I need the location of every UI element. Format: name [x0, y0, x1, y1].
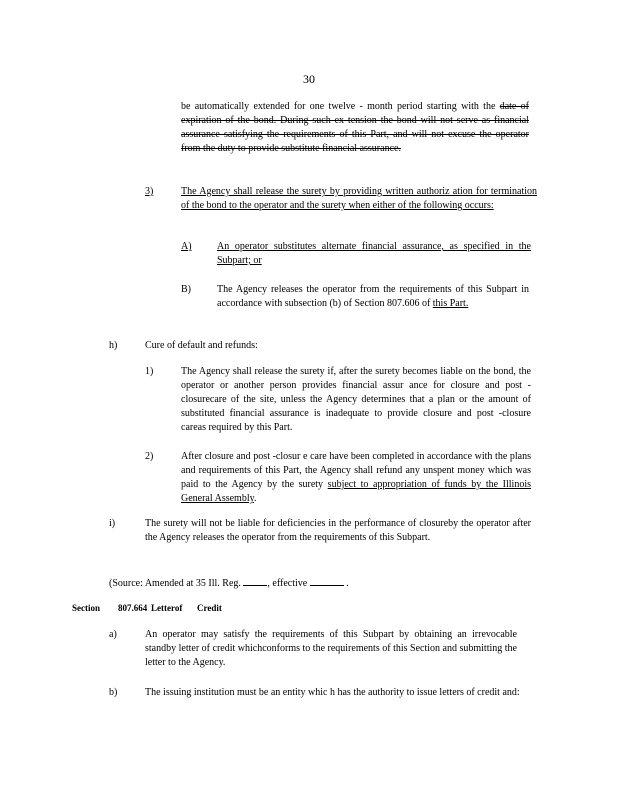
item-h2-paragraph: [181, 450, 531, 506]
struck-text: date of expiration of the bond. During such ex tension the bond will not serve as financial assurance satisfying the requirements of this Part, and will not excuse the operator from the duty to provide substitute financial assurance.: [181, 101, 529, 154]
continued-text: be automatically extended for one twelve - month period starting with the: [181, 101, 496, 112]
item-b-text: The issuing institution must be an entity whic h has the authority to issue letters of credit and:: [145, 687, 520, 698]
item-B-paragraph: [217, 283, 529, 311]
item-h-label: h): [109, 340, 118, 351]
item-i-label: i): [109, 518, 116, 529]
item-a-label: a): [109, 629, 117, 640]
item-h2-text: After closure and post -closur e care have been completed in accordance with the plans and requirements of this Part, the Agency shall refund any unspent money which was paid to the Agency by the surety: [181, 451, 531, 490]
item-h1-label: 1): [145, 366, 154, 377]
section-title-2: Credit: [197, 603, 222, 613]
item-h-text: Cure of default and refunds:: [145, 340, 258, 351]
item-i-text: The surety will not be liable for deficiencies in the performance of closureby the operator after the Agency releases the operator from the requirements of this Subpart.: [145, 518, 531, 543]
reg-blank: [243, 575, 267, 586]
section-word: Section: [72, 603, 100, 613]
item-h2-end: .: [253, 493, 257, 504]
item-a-text: An operator may satisfy the requirements of this Subpart by obtaining an irrevocable standby letter of credit whichconforms to the requirements of this Section and submitting the letter to the Agency.: [145, 629, 517, 668]
source-end: .: [346, 578, 349, 589]
item-3-label: 3): [145, 186, 154, 197]
section-title-1: Letterof: [151, 603, 183, 613]
item-h2-label: 2): [145, 451, 154, 462]
page-number: 30: [303, 72, 315, 86]
item-h1-text: The Agency shall release the surety if, after the surety becomes liable on the bond, the operator or another person provides financial assur ance for closure and post -closurecare of the site, unless the Agency determines that a plan or the amount of substituted financial assurance is inadequate to provide closure and post -closure careas required by this Part.: [181, 366, 531, 433]
source-effective: , effective: [267, 578, 308, 589]
item-h2-underlined: subject to appropriation of funds by the Illinois General Assembly: [181, 479, 531, 504]
item-A-text: An operator substitutes alternate financial assurance, as specified in the Subpart; or: [217, 241, 531, 266]
item-3-text: The Agency shall release the surety by providing written authoriz ation for termination of the bond to the operator and the surety when either of the following occurs:: [181, 186, 537, 211]
section-number: 807.664: [118, 603, 148, 613]
item-B-underlined: this Part.: [432, 298, 469, 309]
continued-paragraph: [181, 100, 529, 156]
source-prefix: (Source: Amended at 35 Ill. Reg.: [109, 578, 241, 589]
item-b-label: b): [109, 687, 118, 698]
item-B-text: The Agency releases the operator from the requirements of this Subpart in accordance with subsection (b) of Section 807.606 of: [217, 284, 529, 309]
item-B-label: B): [181, 284, 191, 295]
item-A-label: A): [181, 241, 192, 252]
source-note: [109, 575, 349, 591]
date-blank: [310, 575, 344, 586]
